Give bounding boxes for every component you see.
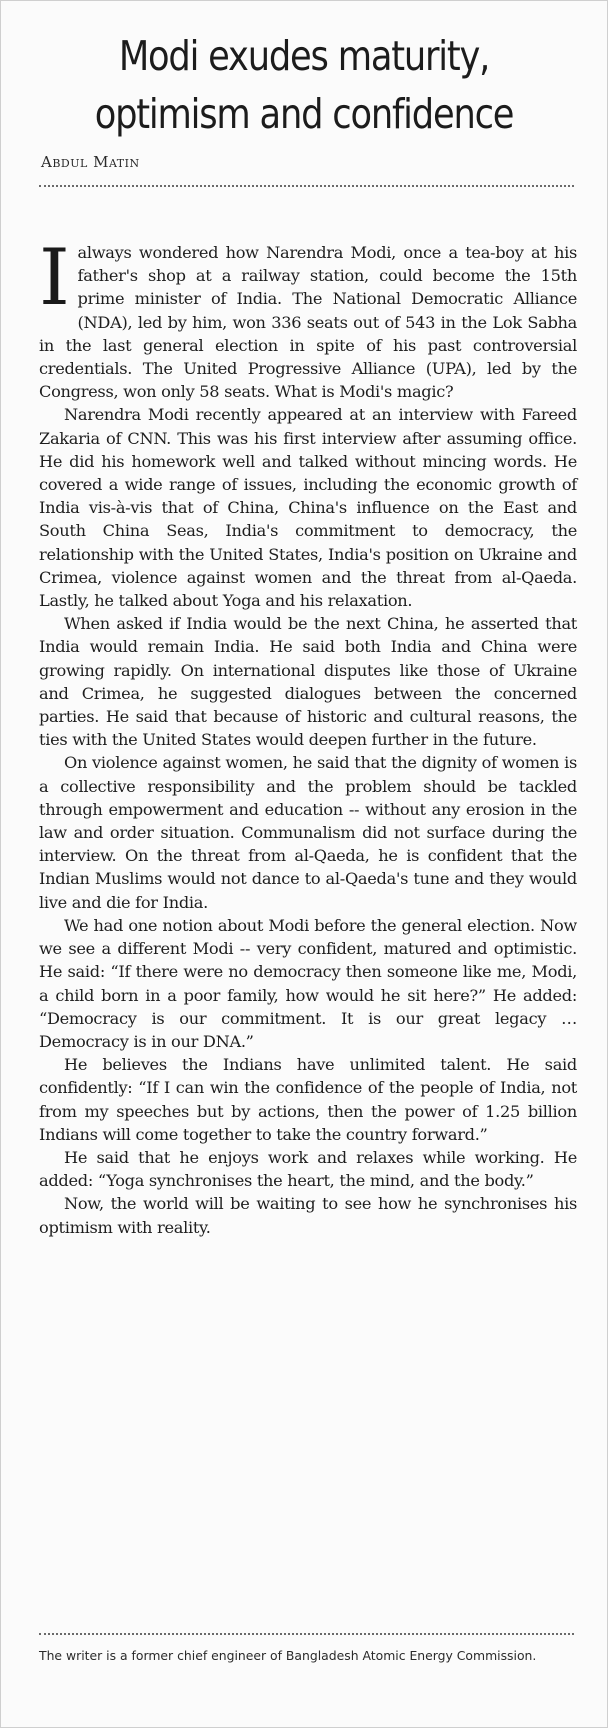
paragraph-5: We had one notion about Modi before the general election. Now we see a different Modi -- very confident, matured and optimistic. He said: “If there were no democracy then someone like me, Modi, a child born in a poor family, how would he sit here?” He added: “Democracy is our commitment. It is our great legacy … Democracy is in our DNA.”	[39, 915, 577, 1051]
drop-cap: I	[39, 233, 70, 323]
paragraph-7: He said that he enjoys work and relaxes while working. He added: “Yoga synchronises the heart, the mind, and the body.”	[39, 1147, 577, 1191]
paragraph-4: On violence against women, he said that the dignity of women is a collective responsibility and the problem should be tackled through empowerment and education -- without any erosion in the law and order situation. Communalism did not surface during the interview. On the threat from al-Qaeda, he is confident that the Indian Muslims would not dance to al-Qaeda's tune and they would live and die for India.	[39, 753, 577, 912]
paragraph-3: When asked if India would be the next China, he asserted that India would remain India. He said both India and China were growing rapidly. On international disputes like those of Ukraine and Crimea, he suggested dialogues between the concerned parties. He said that because of historic and cultural reasons, the ties with the United States would deepen further in the future.	[39, 614, 577, 750]
paragraph-1-text: always wondered how Narendra Modi, once a tea-boy at his father's shop at a railway station, could become the 15th prime minister of India. The National Democratic Alliance (NDA), led by him, won 336 seats out of 543 in the Lok Sabha in the last general election in spite of his past controversial credentials. The United Progressive Alliance (UPA), led by the Congress, won only 58 seats. What is Modi's magic?	[39, 243, 577, 402]
headline-line-1: Modi exudes maturity,	[118, 32, 490, 80]
headline	[43, 27, 564, 143]
dotted-divider-bottom	[39, 1633, 574, 1635]
byline: Abdul Matin	[41, 153, 140, 171]
paragraph-8: Now, the world will be waiting to see how he synchronises his optimism with reality.	[39, 1194, 577, 1237]
author-note: The writer is a former chief engineer of Bangladesh Atomic Energy Commission.	[39, 1648, 537, 1663]
dotted-divider-top	[39, 185, 574, 187]
paragraph-1	[39, 233, 577, 403]
paragraph-6: He believes the Indians have unlimited talent. He said confidently: “If I can win the confidence of the people of India, not from my speeches but by actions, then the power of 1.25 billion Indians will come together to take the country forward.”	[39, 1055, 577, 1144]
paragraph-2: Narendra Modi recently appeared at an interview with Fareed Zakaria of CNN. This was his first interview after assuming office. He did his homework well and talked without mincing words. He covered a wide range of issues, including the economic growth of India vis-à-vis that of China, China's influence on the East and South China Seas, India's commitment to democracy, the relationship with the United States, India's position on Ukraine and Crimea, violence against women and the threat from al-Qaeda. Lastly, he talked about Yoga and his relaxation.	[39, 405, 577, 611]
headline-line-2: optimism and confidence	[94, 90, 514, 138]
article-body	[39, 233, 577, 1239]
